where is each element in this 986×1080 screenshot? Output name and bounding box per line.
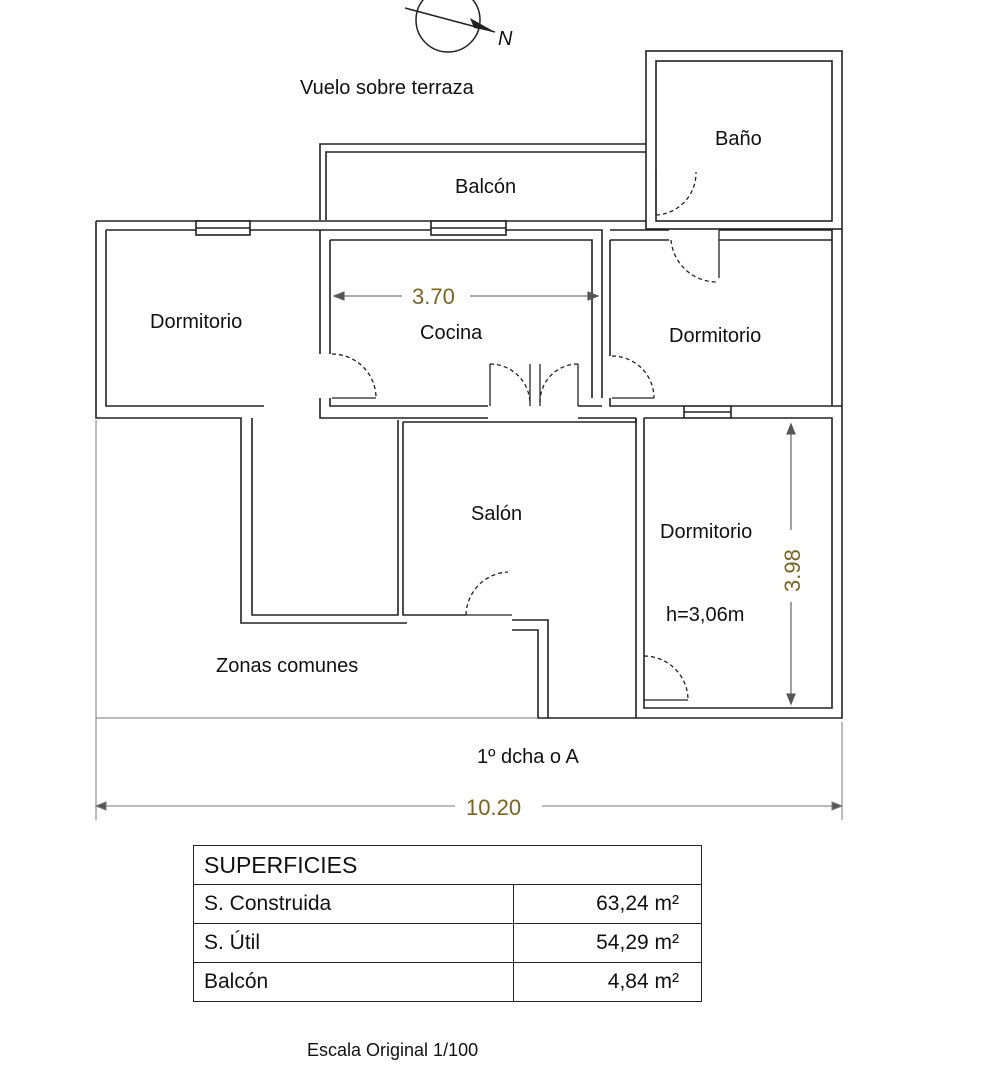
scale-note: Escala Original 1/100 [307, 1040, 479, 1060]
room-label-bath: Baño [715, 128, 762, 150]
table-row [194, 924, 702, 963]
surfaces-table-header [194, 846, 702, 885]
table-row [194, 885, 702, 924]
room-label-balcony: Balcón [455, 176, 517, 198]
room-label-bedroom-right: Dormitorio [669, 325, 762, 347]
surface-value: 4,84 m² [514, 963, 702, 1002]
room-label-kitchen: Cocina [420, 322, 483, 344]
unit-label: 1º dcha o A [477, 746, 579, 768]
overhang-label: Vuelo sobre terraza [300, 77, 474, 99]
kitchen-width-dimension [334, 292, 598, 300]
surface-value: 54,29 m² [514, 924, 702, 963]
north-label: N [498, 28, 513, 50]
compass-icon [405, 0, 495, 52]
surface-label: Balcón [194, 963, 514, 1002]
surface-label: S. Útil [194, 924, 514, 963]
table-row [194, 963, 702, 1002]
surfaces-title: SUPERFICIES [194, 846, 702, 885]
ceiling-height-label: h=3,06m [666, 604, 745, 626]
kitchen-width-value: 3.70 [412, 284, 455, 309]
total-width-value: 10.20 [466, 795, 522, 820]
surface-label: S. Construida [194, 885, 514, 924]
bedroom-height-value: 3.98 [780, 549, 805, 592]
common-areas-label: Zonas comunes [216, 655, 359, 677]
surfaces-table [193, 845, 702, 1002]
surface-value: 63,24 m² [514, 885, 702, 924]
room-label-living: Salón [471, 503, 523, 525]
room-label-bedroom-bottom: Dormitorio [660, 521, 753, 543]
room-label-bedroom-left: Dormitorio [150, 311, 243, 333]
